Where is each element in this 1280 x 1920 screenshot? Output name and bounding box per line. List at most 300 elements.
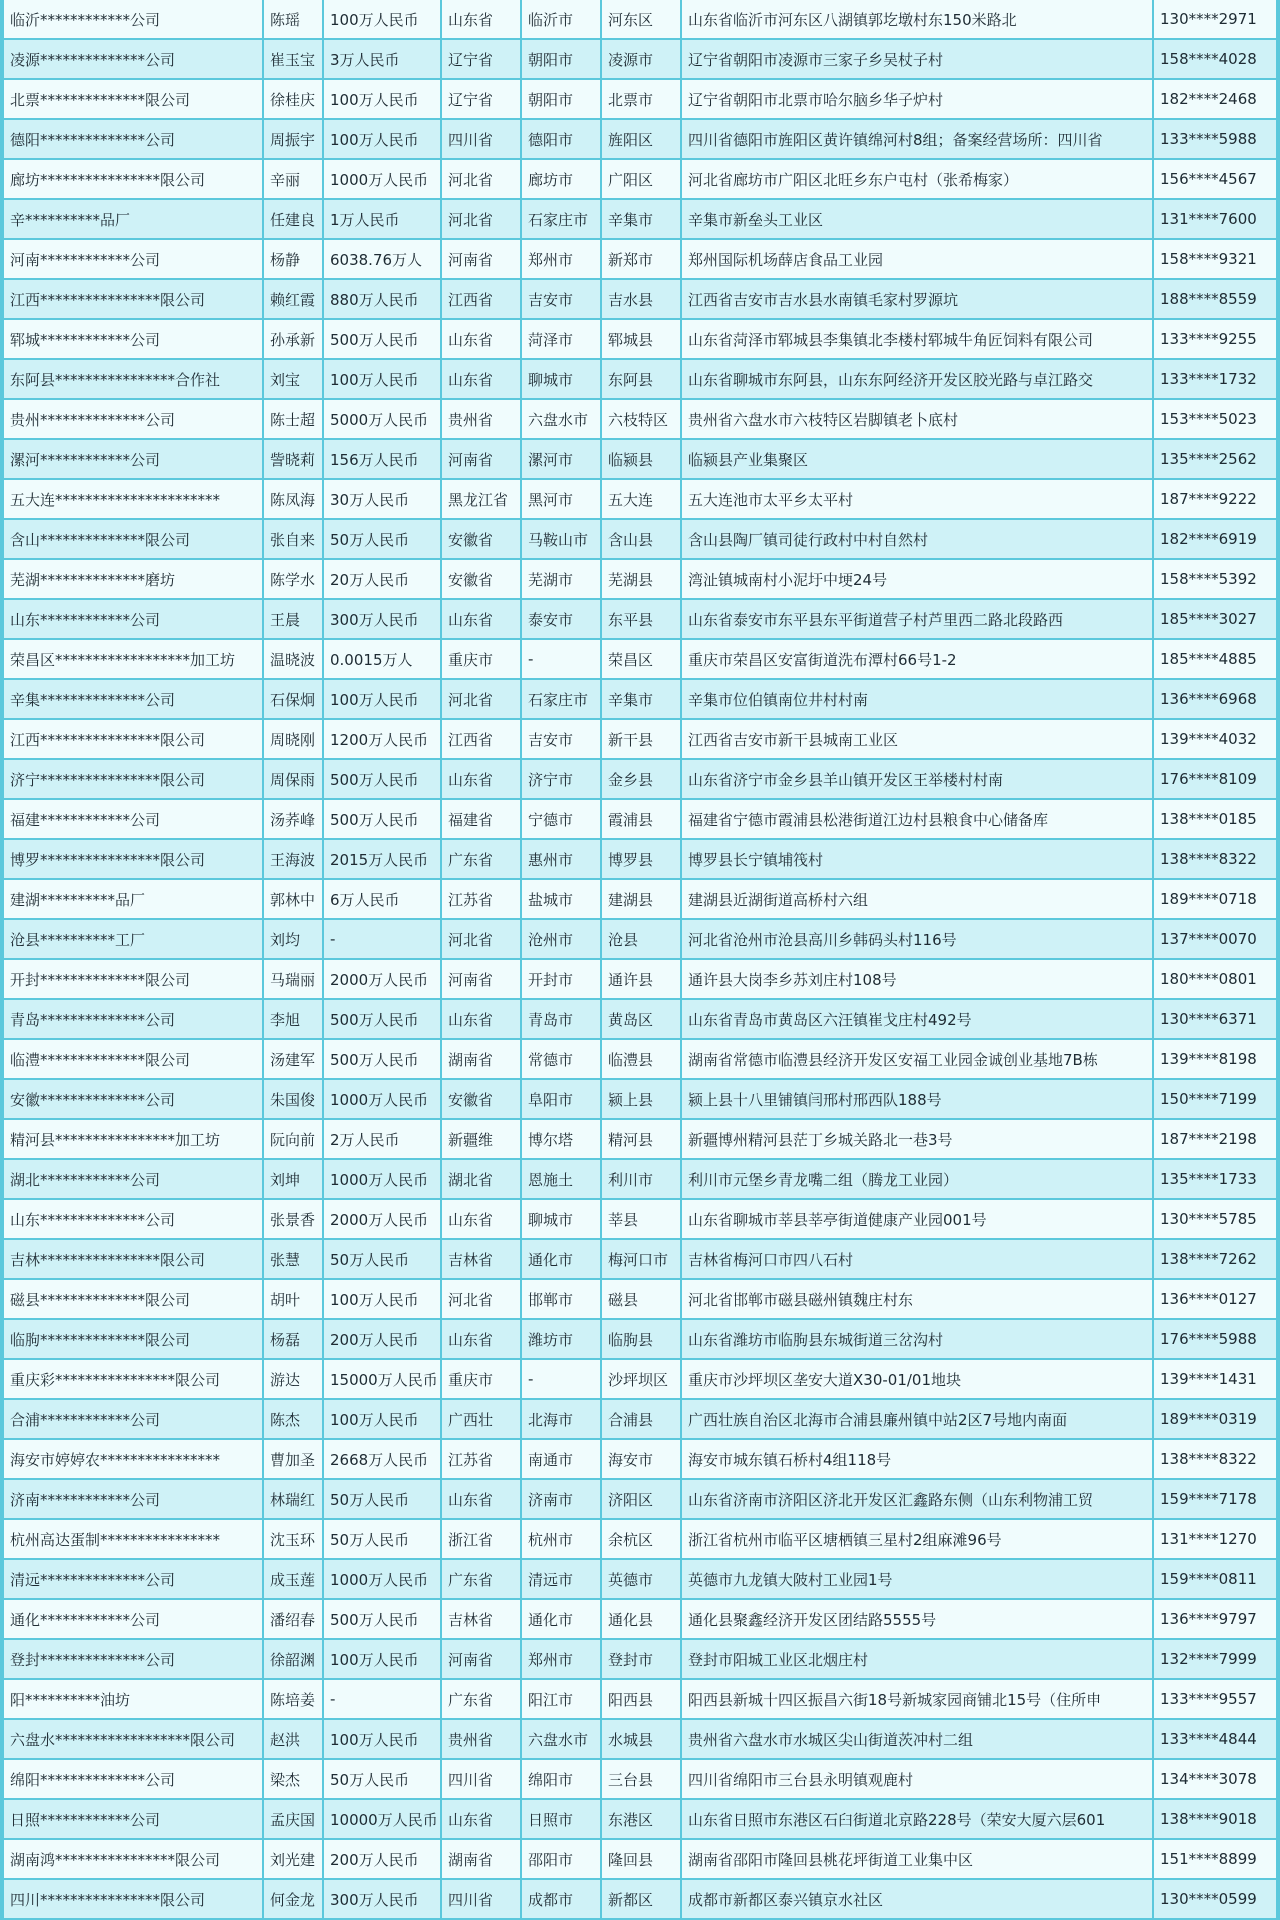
registered-capital-cell: 100万人民币 — [324, 1280, 442, 1320]
county-cell: 沧县 — [602, 920, 682, 960]
registered-capital-cell: 100万人民币 — [324, 120, 442, 160]
county-cell: 辛集市 — [602, 680, 682, 720]
phone-cell: 133****1732 — [1154, 360, 1276, 400]
province-cell: 山东省 — [442, 360, 522, 400]
county-cell: 三台县 — [602, 1760, 682, 1800]
table-row — [4, 1440, 1276, 1480]
city-cell: 沧州市 — [522, 920, 602, 960]
city-cell: 常德市 — [522, 1040, 602, 1080]
city-cell: 马鞍山市 — [522, 520, 602, 560]
registered-capital-cell: 1000万人民币 — [324, 160, 442, 200]
province-cell: 贵州省 — [442, 1720, 522, 1760]
province-cell: 四川省 — [442, 120, 522, 160]
table-row — [4, 1240, 1276, 1280]
company-name-cell: 合浦************公司 — [4, 1400, 264, 1440]
registered-capital-cell: 3万人民币 — [324, 40, 442, 80]
address-cell: 江西省吉安市新干县城南工业区 — [682, 720, 1154, 760]
city-cell: 黑河市 — [522, 480, 602, 520]
legal-person-cell: 赖红霞 — [264, 280, 324, 320]
registered-capital-cell: 2015万人民币 — [324, 840, 442, 880]
city-cell: 芜湖市 — [522, 560, 602, 600]
city-cell: 邯郸市 — [522, 1280, 602, 1320]
phone-cell: 185****4885 — [1154, 640, 1276, 680]
registered-capital-cell: 100万人民币 — [324, 1400, 442, 1440]
phone-cell: 189****0319 — [1154, 1400, 1276, 1440]
table-row — [4, 200, 1276, 240]
registered-capital-cell: - — [324, 1680, 442, 1720]
phone-cell: 150****7199 — [1154, 1080, 1276, 1120]
phone-cell: 133****9255 — [1154, 320, 1276, 360]
address-cell: 重庆市沙坪坝区垄安大道X30-01/01地块 — [682, 1360, 1154, 1400]
table-row — [4, 1520, 1276, 1560]
city-cell: 吉安市 — [522, 280, 602, 320]
legal-person-cell: 徐桂庆 — [264, 80, 324, 120]
registered-capital-cell: 300万人民币 — [324, 600, 442, 640]
registered-capital-cell: 5000万人民币 — [324, 400, 442, 440]
county-cell: 郓城县 — [602, 320, 682, 360]
table-row — [4, 480, 1276, 520]
legal-person-cell: 张自来 — [264, 520, 324, 560]
phone-cell: 138****8322 — [1154, 1440, 1276, 1480]
company-name-cell: 凌源**************公司 — [4, 40, 264, 80]
county-cell: 旌阳区 — [602, 120, 682, 160]
legal-person-cell: 崔玉宝 — [264, 40, 324, 80]
registered-capital-cell: 1200万人民币 — [324, 720, 442, 760]
address-cell: 山东省菏泽市郓城县李集镇北李楼村郓城牛角匠饲料有限公司 — [682, 320, 1154, 360]
table-row — [4, 1160, 1276, 1200]
county-cell: 芜湖县 — [602, 560, 682, 600]
registered-capital-cell: 500万人民币 — [324, 800, 442, 840]
address-cell: 海安市城东镇石桥村4组118号 — [682, 1440, 1154, 1480]
legal-person-cell: 何金龙 — [264, 1880, 324, 1920]
table-row — [4, 600, 1276, 640]
county-cell: 临澧县 — [602, 1040, 682, 1080]
city-cell: 泰安市 — [522, 600, 602, 640]
county-cell: 五大连 — [602, 480, 682, 520]
legal-person-cell: 汤建军 — [264, 1040, 324, 1080]
registered-capital-cell: 1000万人民币 — [324, 1160, 442, 1200]
registered-capital-cell: 2000万人民币 — [324, 960, 442, 1000]
company-name-cell: 阳**********油坊 — [4, 1680, 264, 1720]
address-cell: 贵州省六盘水市六枝特区岩脚镇老卜底村 — [682, 400, 1154, 440]
city-cell: 青岛市 — [522, 1000, 602, 1040]
county-cell: 济阳区 — [602, 1480, 682, 1520]
city-cell: 邵阳市 — [522, 1840, 602, 1880]
phone-cell: 158****4028 — [1154, 40, 1276, 80]
company-name-cell: 东阿县****************合作社 — [4, 360, 264, 400]
county-cell: 精河县 — [602, 1120, 682, 1160]
province-cell: 湖南省 — [442, 1040, 522, 1080]
company-name-cell: 建湖**********品厂 — [4, 880, 264, 920]
company-name-cell: 通化************公司 — [4, 1600, 264, 1640]
province-cell: 山东省 — [442, 760, 522, 800]
legal-person-cell: 王海波 — [264, 840, 324, 880]
registered-capital-cell: 2668万人民币 — [324, 1440, 442, 1480]
registered-capital-cell: 500万人民币 — [324, 1000, 442, 1040]
county-cell: 建湖县 — [602, 880, 682, 920]
address-cell: 英德市九龙镇大陂村工业园1号 — [682, 1560, 1154, 1600]
table-row — [4, 1080, 1276, 1120]
table-row — [4, 1880, 1276, 1920]
address-cell: 河北省邯郸市磁县磁州镇魏庄村东 — [682, 1280, 1154, 1320]
county-cell: 通许县 — [602, 960, 682, 1000]
registered-capital-cell: 10000万人民币 — [324, 1800, 442, 1840]
phone-cell: 137****0070 — [1154, 920, 1276, 960]
phone-cell: 136****6968 — [1154, 680, 1276, 720]
table-row — [4, 1320, 1276, 1360]
company-name-cell: 含山**************限公司 — [4, 520, 264, 560]
legal-person-cell: 陈士超 — [264, 400, 324, 440]
table-row — [4, 760, 1276, 800]
city-cell: 通化市 — [522, 1240, 602, 1280]
company-name-cell: 临朐**************限公司 — [4, 1320, 264, 1360]
company-name-cell: 临澧**************限公司 — [4, 1040, 264, 1080]
county-cell: 颍上县 — [602, 1080, 682, 1120]
province-cell: 河北省 — [442, 680, 522, 720]
phone-cell: 138****9018 — [1154, 1800, 1276, 1840]
company-name-cell: 廊坊****************限公司 — [4, 160, 264, 200]
phone-cell: 187****9222 — [1154, 480, 1276, 520]
table-row — [4, 1040, 1276, 1080]
table-row — [4, 1800, 1276, 1840]
company-name-cell: 辛集**************公司 — [4, 680, 264, 720]
phone-cell: 139****4032 — [1154, 720, 1276, 760]
city-cell: 惠州市 — [522, 840, 602, 880]
company-name-cell: 山东**************公司 — [4, 1200, 264, 1240]
company-name-cell: 绵阳**************公司 — [4, 1760, 264, 1800]
table-row — [4, 1640, 1276, 1680]
city-cell: 恩施土 — [522, 1160, 602, 1200]
province-cell: 河北省 — [442, 160, 522, 200]
phone-cell: 139****1431 — [1154, 1360, 1276, 1400]
company-name-cell: 辛**********品厂 — [4, 200, 264, 240]
province-cell: 贵州省 — [442, 400, 522, 440]
county-cell: 含山县 — [602, 520, 682, 560]
phone-cell: 176****8109 — [1154, 760, 1276, 800]
registered-capital-cell: - — [324, 920, 442, 960]
registered-capital-cell: 200万人民币 — [324, 1840, 442, 1880]
province-cell: 辽宁省 — [442, 80, 522, 120]
city-cell: 吉安市 — [522, 720, 602, 760]
table-row — [4, 400, 1276, 440]
company-name-cell: 济宁****************限公司 — [4, 760, 264, 800]
county-cell: 通化县 — [602, 1600, 682, 1640]
legal-person-cell: 陈瑶 — [264, 0, 324, 40]
province-cell: 安徽省 — [442, 520, 522, 560]
city-cell: 聊城市 — [522, 360, 602, 400]
legal-person-cell: 成玉莲 — [264, 1560, 324, 1600]
company-name-cell: 沧县**********工厂 — [4, 920, 264, 960]
address-cell: 辽宁省朝阳市北票市哈尔脑乡华子炉村 — [682, 80, 1154, 120]
registered-capital-cell: 100万人民币 — [324, 0, 442, 40]
city-cell: 开封市 — [522, 960, 602, 1000]
registered-capital-cell: 30万人民币 — [324, 480, 442, 520]
legal-person-cell: 曹加圣 — [264, 1440, 324, 1480]
county-cell: 合浦县 — [602, 1400, 682, 1440]
registered-capital-cell: 100万人民币 — [324, 360, 442, 400]
legal-person-cell: 刘光建 — [264, 1840, 324, 1880]
province-cell: 安徽省 — [442, 1080, 522, 1120]
table-row — [4, 160, 1276, 200]
legal-person-cell: 陈学水 — [264, 560, 324, 600]
table-row — [4, 440, 1276, 480]
phone-cell: 130****6371 — [1154, 1000, 1276, 1040]
company-name-cell: 海安市婷婷农**************** — [4, 1440, 264, 1480]
province-cell: 重庆市 — [442, 1360, 522, 1400]
address-cell: 湾沚镇城南村小泥圩中埂24号 — [682, 560, 1154, 600]
company-name-cell: 四川****************限公司 — [4, 1880, 264, 1920]
phone-cell: 185****3027 — [1154, 600, 1276, 640]
table-body — [4, 0, 1276, 1920]
address-cell: 福建省宁德市霞浦县松港街道江边村县粮食中心储备库 — [682, 800, 1154, 840]
province-cell: 吉林省 — [442, 1240, 522, 1280]
legal-person-cell: 刘均 — [264, 920, 324, 960]
city-cell: 廊坊市 — [522, 160, 602, 200]
registered-capital-cell: 100万人民币 — [324, 680, 442, 720]
registered-capital-cell: 100万人民币 — [324, 1640, 442, 1680]
county-cell: 登封市 — [602, 1640, 682, 1680]
province-cell: 河南省 — [442, 440, 522, 480]
registered-capital-cell: 50万人民币 — [324, 1520, 442, 1560]
address-cell: 四川省绵阳市三台县永明镇观鹿村 — [682, 1760, 1154, 1800]
address-cell: 山东省聊城市东阿县，山东东阿经济开发区胶光路与卓江路交 — [682, 360, 1154, 400]
company-name-cell: 济南************公司 — [4, 1480, 264, 1520]
city-cell: 漯河市 — [522, 440, 602, 480]
province-cell: 广东省 — [442, 840, 522, 880]
registered-capital-cell: 50万人民币 — [324, 1240, 442, 1280]
city-cell: 德阳市 — [522, 120, 602, 160]
company-table — [4, 0, 1276, 1920]
phone-cell: 135****2562 — [1154, 440, 1276, 480]
registered-capital-cell: 50万人民币 — [324, 520, 442, 560]
province-cell: 湖北省 — [442, 1160, 522, 1200]
registered-capital-cell: 50万人民币 — [324, 1760, 442, 1800]
legal-person-cell: 陈凤海 — [264, 480, 324, 520]
address-cell: 浙江省杭州市临平区塘栖镇三星村2组麻滩96号 — [682, 1520, 1154, 1560]
county-cell: 河东区 — [602, 0, 682, 40]
address-cell: 五大连池市太平乡太平村 — [682, 480, 1154, 520]
table-row — [4, 920, 1276, 960]
address-cell: 辛集市新垒头工业区 — [682, 200, 1154, 240]
county-cell: 新干县 — [602, 720, 682, 760]
legal-person-cell: 訾晓莉 — [264, 440, 324, 480]
address-cell: 山东省济南市济阳区济北开发区汇鑫路东侧（山东利物浦工贸 — [682, 1480, 1154, 1520]
table-row — [4, 120, 1276, 160]
registered-capital-cell: 500万人民币 — [324, 760, 442, 800]
province-cell: 山东省 — [442, 1320, 522, 1360]
table-row — [4, 280, 1276, 320]
registered-capital-cell: 1000万人民币 — [324, 1080, 442, 1120]
province-cell: 山东省 — [442, 1200, 522, 1240]
legal-person-cell: 潘绍春 — [264, 1600, 324, 1640]
address-cell: 湖南省常德市临澧县经济开发区安福工业园金诚创业基地7B栋 — [682, 1040, 1154, 1080]
company-name-cell: 德阳**************公司 — [4, 120, 264, 160]
province-cell: 辽宁省 — [442, 40, 522, 80]
table-row — [4, 80, 1276, 120]
province-cell: 广西壮 — [442, 1400, 522, 1440]
address-cell: 山东省济宁市金乡县羊山镇开发区王举楼村村南 — [682, 760, 1154, 800]
company-name-cell: 开封**************限公司 — [4, 960, 264, 1000]
county-cell: 金乡县 — [602, 760, 682, 800]
legal-person-cell: 朱国俊 — [264, 1080, 324, 1120]
phone-cell: 151****8899 — [1154, 1840, 1276, 1880]
company-name-cell: 临沂************公司 — [4, 0, 264, 40]
province-cell: 黑龙江省 — [442, 480, 522, 520]
registered-capital-cell: 100万人民币 — [324, 1720, 442, 1760]
city-cell: 阳江市 — [522, 1680, 602, 1720]
phone-cell: 158****9321 — [1154, 240, 1276, 280]
company-name-cell: 日照************公司 — [4, 1800, 264, 1840]
province-cell: 江苏省 — [442, 1440, 522, 1480]
legal-person-cell: 王晨 — [264, 600, 324, 640]
address-cell: 湖南省邵阳市隆回县桃花坪街道工业集中区 — [682, 1840, 1154, 1880]
county-cell: 荣昌区 — [602, 640, 682, 680]
phone-cell: 188****8559 — [1154, 280, 1276, 320]
company-name-cell: 江西****************限公司 — [4, 280, 264, 320]
table-row — [4, 560, 1276, 600]
phone-cell: 133****4844 — [1154, 1720, 1276, 1760]
county-cell: 海安市 — [602, 1440, 682, 1480]
registered-capital-cell: 500万人民币 — [324, 320, 442, 360]
city-cell: 日照市 — [522, 1800, 602, 1840]
table-row — [4, 1680, 1276, 1720]
county-cell: 余杭区 — [602, 1520, 682, 1560]
province-cell: 四川省 — [442, 1880, 522, 1920]
address-cell: 建湖县近湖街道高桥村六组 — [682, 880, 1154, 920]
province-cell: 山东省 — [442, 1480, 522, 1520]
city-cell: 阜阳市 — [522, 1080, 602, 1120]
phone-cell: 130****2971 — [1154, 0, 1276, 40]
company-name-cell: 磁县**************限公司 — [4, 1280, 264, 1320]
legal-person-cell: 胡叶 — [264, 1280, 324, 1320]
address-cell: 吉林省梅河口市四八石村 — [682, 1240, 1154, 1280]
phone-cell: 176****5988 — [1154, 1320, 1276, 1360]
legal-person-cell: 周振宇 — [264, 120, 324, 160]
registered-capital-cell: 156万人民币 — [324, 440, 442, 480]
table-row — [4, 840, 1276, 880]
address-cell: 成都市新都区泰兴镇京水社区 — [682, 1880, 1154, 1920]
legal-person-cell: 周保雨 — [264, 760, 324, 800]
county-cell: 临朐县 — [602, 1320, 682, 1360]
table-row — [4, 1120, 1276, 1160]
company-name-cell: 山东************公司 — [4, 600, 264, 640]
county-cell: 新郑市 — [602, 240, 682, 280]
phone-cell: 158****5392 — [1154, 560, 1276, 600]
phone-cell: 133****9557 — [1154, 1680, 1276, 1720]
table-row — [4, 1840, 1276, 1880]
city-cell: 菏泽市 — [522, 320, 602, 360]
province-cell: 河北省 — [442, 200, 522, 240]
county-cell: 博罗县 — [602, 840, 682, 880]
company-name-cell: 北票**************限公司 — [4, 80, 264, 120]
city-cell: 盐城市 — [522, 880, 602, 920]
city-cell: 清远市 — [522, 1560, 602, 1600]
legal-person-cell: 孟庆国 — [264, 1800, 324, 1840]
province-cell: 浙江省 — [442, 1520, 522, 1560]
table-row — [4, 360, 1276, 400]
province-cell: 河北省 — [442, 1280, 522, 1320]
table-row — [4, 0, 1276, 40]
city-cell: 北海市 — [522, 1400, 602, 1440]
phone-cell: 133****5988 — [1154, 120, 1276, 160]
company-name-cell: 河南************公司 — [4, 240, 264, 280]
county-cell: 水城县 — [602, 1720, 682, 1760]
legal-person-cell: 陈培姜 — [264, 1680, 324, 1720]
table-row — [4, 1600, 1276, 1640]
company-name-cell: 精河县****************加工坊 — [4, 1120, 264, 1160]
phone-cell: 159****0811 — [1154, 1560, 1276, 1600]
company-name-cell: 五大连********************** — [4, 480, 264, 520]
table-row — [4, 1360, 1276, 1400]
company-name-cell: 福建************公司 — [4, 800, 264, 840]
registered-capital-cell: 1万人民币 — [324, 200, 442, 240]
phone-cell: 182****2468 — [1154, 80, 1276, 120]
address-cell: 通化县聚鑫经济开发区团结路5555号 — [682, 1600, 1154, 1640]
table-row — [4, 520, 1276, 560]
table-row — [4, 40, 1276, 80]
province-cell: 广东省 — [442, 1560, 522, 1600]
city-cell: 石家庄市 — [522, 680, 602, 720]
province-cell: 福建省 — [442, 800, 522, 840]
registered-capital-cell: 6038.76万人 — [324, 240, 442, 280]
county-cell: 东平县 — [602, 600, 682, 640]
city-cell: 南通市 — [522, 1440, 602, 1480]
province-cell: 四川省 — [442, 1760, 522, 1800]
table-row — [4, 1480, 1276, 1520]
county-cell: 沙坪坝区 — [602, 1360, 682, 1400]
province-cell: 山东省 — [442, 320, 522, 360]
county-cell: 阳西县 — [602, 1680, 682, 1720]
registered-capital-cell: 2000万人民币 — [324, 1200, 442, 1240]
legal-person-cell: 马瑞丽 — [264, 960, 324, 1000]
registered-capital-cell: 2万人民币 — [324, 1120, 442, 1160]
address-cell: 新疆博州精河县茫丁乡城关路北一巷3号 — [682, 1120, 1154, 1160]
legal-person-cell: 孙承新 — [264, 320, 324, 360]
legal-person-cell: 刘坤 — [264, 1160, 324, 1200]
table-row — [4, 1400, 1276, 1440]
address-cell: 登封市阳城工业区北烟庄村 — [682, 1640, 1154, 1680]
registered-capital-cell: 100万人民币 — [324, 80, 442, 120]
province-cell: 新疆维 — [442, 1120, 522, 1160]
address-cell: 利川市元堡乡青龙嘴二组（腾龙工业园） — [682, 1160, 1154, 1200]
county-cell: 利川市 — [602, 1160, 682, 1200]
city-cell: 聊城市 — [522, 1200, 602, 1240]
table-row — [4, 1000, 1276, 1040]
registered-capital-cell: 15000万人民币 — [324, 1360, 442, 1400]
phone-cell: 153****5023 — [1154, 400, 1276, 440]
city-cell: 石家庄市 — [522, 200, 602, 240]
company-name-cell: 博罗****************限公司 — [4, 840, 264, 880]
legal-person-cell: 沈玉环 — [264, 1520, 324, 1560]
address-cell: 郑州国际机场薛店食品工业园 — [682, 240, 1154, 280]
registered-capital-cell: 50万人民币 — [324, 1480, 442, 1520]
province-cell: 山东省 — [442, 0, 522, 40]
phone-cell: 134****3078 — [1154, 1760, 1276, 1800]
province-cell: 河南省 — [442, 1640, 522, 1680]
city-cell: 博尔塔 — [522, 1120, 602, 1160]
phone-cell: 182****6919 — [1154, 520, 1276, 560]
city-cell: 临沂市 — [522, 0, 602, 40]
phone-cell: 138****0185 — [1154, 800, 1276, 840]
phone-cell: 189****0718 — [1154, 880, 1276, 920]
address-cell: 山东省临沂市河东区八湖镇郭圪墩村东150米路北 — [682, 0, 1154, 40]
table-row — [4, 960, 1276, 1000]
address-cell: 辛集市位伯镇南位井村村南 — [682, 680, 1154, 720]
county-cell: 广阳区 — [602, 160, 682, 200]
table-row — [4, 880, 1276, 920]
county-cell: 新都区 — [602, 1880, 682, 1920]
city-cell: 通化市 — [522, 1600, 602, 1640]
